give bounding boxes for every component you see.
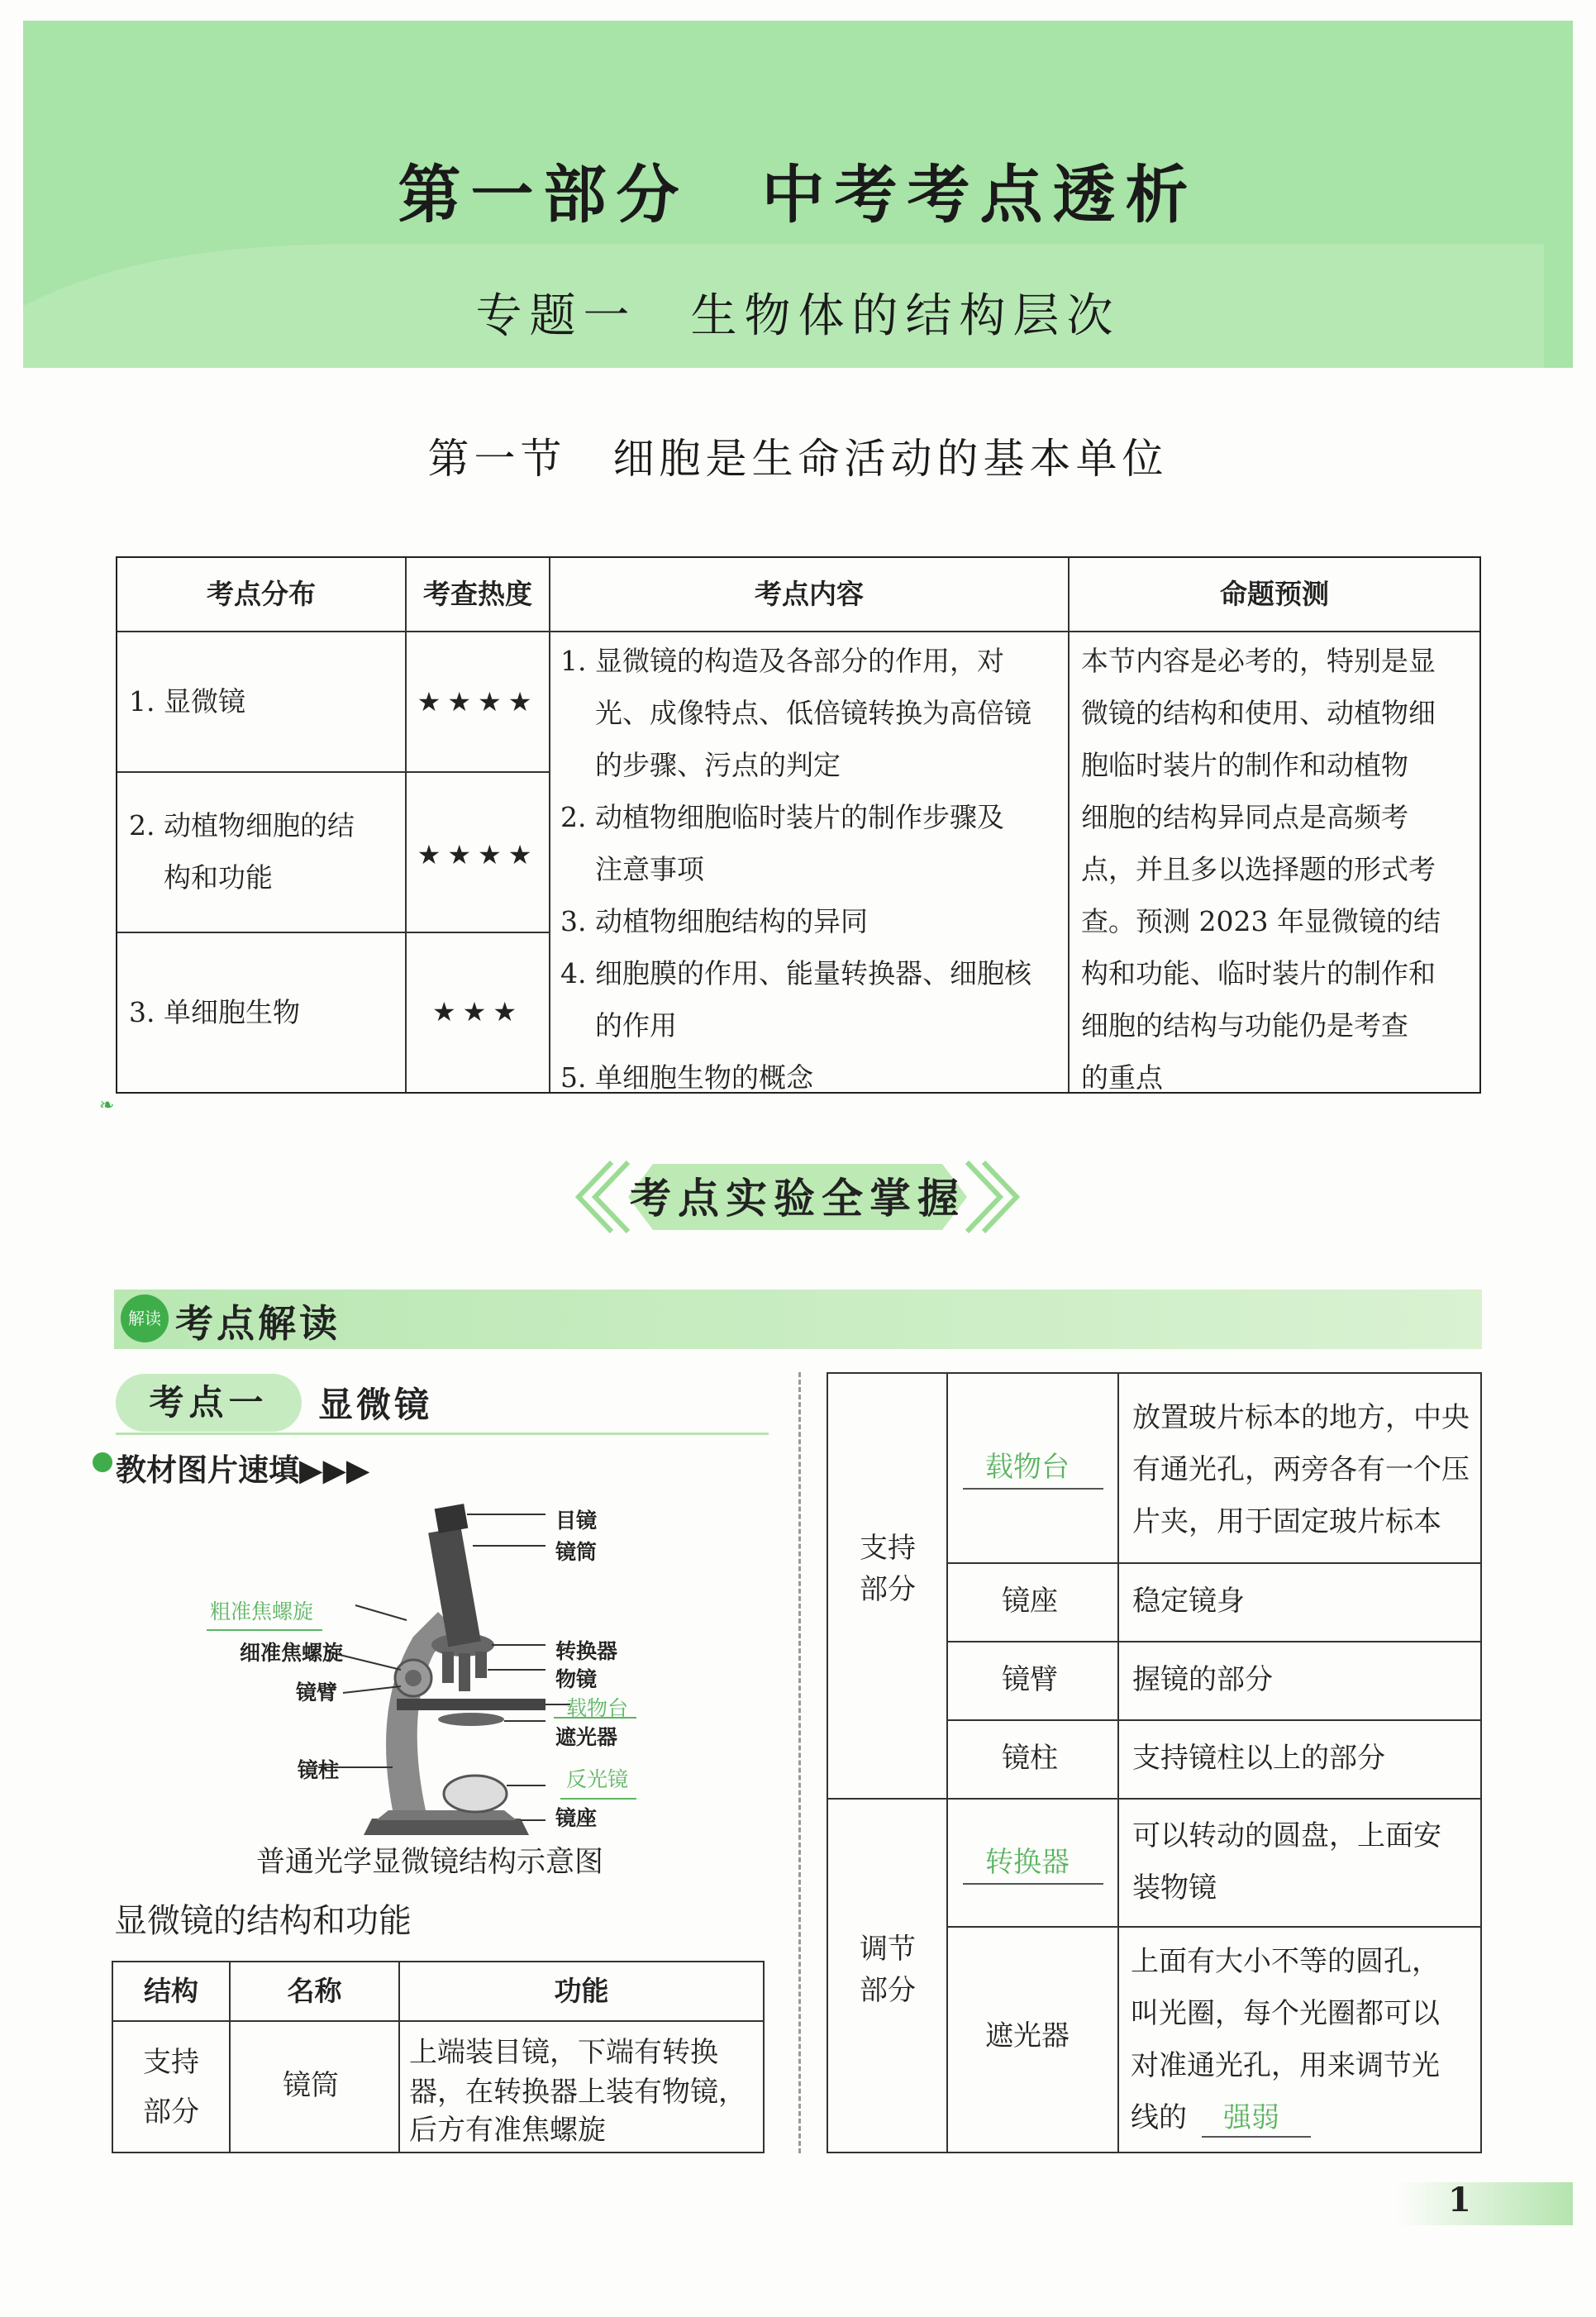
content-line: 光、成像特点、低倍镜转换为高倍镜 <box>595 697 1031 729</box>
name-pillar: 镜柱 <box>1002 1742 1058 1775</box>
answer-intensity: 强弱 <box>1223 2101 1279 2134</box>
content-line: 3. 动植物细胞结构的异同 <box>560 905 868 937</box>
prediction-line: 点，并且多以选择题的形式考 <box>1081 853 1436 885</box>
label-tube: 镜筒 <box>555 1540 598 1564</box>
func-line: 放置玻片标本的地方，中央 <box>1132 1401 1470 1434</box>
func-line: 装物镜 <box>1132 1871 1217 1905</box>
struct-support-line1: 支持 <box>143 2046 199 2079</box>
label-mirror: 反光镜 <box>566 1767 629 1791</box>
label-eyepiece: 目镜 <box>555 1509 598 1533</box>
prediction-line: 的重点 <box>1081 1061 1163 1094</box>
reading-title: 考点解读 <box>175 1301 341 1346</box>
col-function: 功能 <box>554 1975 609 2007</box>
prediction-line: 构和功能、临时装片的制作和 <box>1081 957 1436 989</box>
content-line: 5. 单细胞生物的概念 <box>560 1061 813 1094</box>
book-icon: 解读 <box>121 1294 169 1342</box>
func-line: 上面有大小不等的圆孔， <box>1131 1945 1440 1978</box>
figure-caption: 普通光学显微镜结构示意图 <box>256 1846 604 1879</box>
fill-in-title: 教材图片速填▶▶▶ <box>116 1452 370 1488</box>
func-line: 对准通光孔，用来调节光 <box>1131 2049 1440 2082</box>
prediction-line: 微镜的结构和使用、动植物细 <box>1081 697 1436 729</box>
header-content: 考点内容 <box>755 578 864 610</box>
group-adjust-line2: 部分 <box>860 1974 916 2007</box>
banner-title: 考点实验全掌握 <box>630 1175 965 1223</box>
prediction-line: 查。预测 2023 年显微镜的结 <box>1081 905 1441 937</box>
section-title: 第一节 细胞是生命活动的基本单位 <box>427 435 1169 483</box>
topic-title: 专题一 生物体的结构层次 <box>475 289 1121 343</box>
group-support-line1: 支持 <box>860 1532 916 1565</box>
func-line: 有通光孔，两旁各有一个压 <box>1132 1453 1470 1486</box>
func-line: 稳定镜身 <box>1132 1585 1245 1618</box>
func-line: 握镜的部分 <box>1132 1663 1273 1696</box>
leaf-icon: ❧ <box>99 1095 115 1116</box>
label-objective: 物镜 <box>555 1667 598 1691</box>
header-topic: 考点分布 <box>207 578 316 610</box>
func-line: 叫光圈，每个光圈都可以 <box>1131 1997 1440 2030</box>
label-arm: 镜臂 <box>296 1681 338 1704</box>
header-prediction: 命题预测 <box>1220 578 1329 610</box>
divider <box>116 1433 769 1435</box>
prediction-line: 本节内容是必考的，特别是显 <box>1081 645 1436 677</box>
page-number-bar <box>1397 2182 1573 2225</box>
func-line: 器，在转换器上装有物镜， <box>409 2076 746 2109</box>
label-fine-knob: 细准焦螺旋 <box>240 1641 344 1665</box>
func-line: 线的 <box>1131 2101 1187 2134</box>
label-diaphragm: 遮光器 <box>555 1725 618 1749</box>
func-line: 可以转动的圆盘，上面安 <box>1132 1819 1441 1852</box>
func-line: 片夹，用于固定玻片标本 <box>1132 1505 1441 1538</box>
group-support-line2: 部分 <box>860 1573 916 1606</box>
content-line: 4. 细胞膜的作用、能量转换器、细胞核 <box>560 957 1031 989</box>
parts-table <box>827 1372 1482 2153</box>
group-adjust-line1: 调节 <box>860 1933 916 1966</box>
func-line: 上端装目镜，下端有转换 <box>409 2036 718 2069</box>
page-number: 1 <box>1448 2181 1471 2219</box>
label-base: 镜座 <box>555 1806 598 1830</box>
topic-microscope: 1. 显微镜 <box>129 685 245 718</box>
col-structure: 结构 <box>144 1975 198 2007</box>
topic-cells-line1: 2. 动植物细胞的结 <box>129 809 355 841</box>
answer-stage: 载物台 <box>985 1451 1070 1484</box>
heat-rating: ★★★★ <box>417 839 539 870</box>
structure-title: 显微镜的结构和功能 <box>114 1902 412 1940</box>
point-one-name: 显微镜 <box>318 1385 433 1425</box>
content-line: 2. 动植物细胞临时装片的制作步骤及 <box>560 801 1004 833</box>
func-line: 后方有准焦螺旋 <box>409 2114 606 2147</box>
overview-table <box>116 556 1481 1094</box>
content-line: 的步骤、污点的判定 <box>595 749 841 781</box>
part-title: 第一部分 中考考点透析 <box>398 158 1198 231</box>
bullet-icon <box>93 1452 112 1472</box>
content-line: 注意事项 <box>595 853 704 885</box>
topic-unicellular: 3. 单细胞生物 <box>129 996 300 1028</box>
func-line: 支持镜柱以上的部分 <box>1132 1742 1385 1775</box>
label-pillar: 镜柱 <box>298 1758 340 1782</box>
topic-cells-line2: 构和功能 <box>164 861 273 894</box>
label-stage: 载物台 <box>566 1696 629 1720</box>
content-line: 1. 显微镜的构造及各部分的作用，对 <box>560 645 1004 677</box>
name-base: 镜座 <box>1002 1585 1058 1618</box>
label-nosepiece: 转换器 <box>555 1639 618 1663</box>
answer-nosepiece: 转换器 <box>985 1846 1070 1879</box>
struct-support-line2: 部分 <box>143 2095 199 2129</box>
heat-rating: ★★★ <box>431 996 524 1027</box>
prediction-line: 胞临时装片的制作和动植物 <box>1081 749 1408 781</box>
point-one-pill: 考点一 <box>116 1374 302 1432</box>
prediction-line: 细胞的结构异同点是高频考 <box>1081 801 1408 833</box>
structure-table <box>112 1961 765 2153</box>
name-tube: 镜筒 <box>283 2069 339 2102</box>
column-divider <box>798 1372 801 2153</box>
header-heat: 考查热度 <box>423 578 532 610</box>
col-name: 名称 <box>287 1975 342 2007</box>
heat-rating: ★★★★ <box>417 686 539 718</box>
name-diaphragm: 遮光器 <box>985 2019 1070 2052</box>
name-arm: 镜臂 <box>1002 1663 1058 1696</box>
content-line: 的作用 <box>595 1009 677 1042</box>
prediction-line: 细胞的结构与功能仍是考查 <box>1081 1009 1408 1042</box>
label-coarse-knob: 粗准焦螺旋 <box>210 1599 314 1623</box>
